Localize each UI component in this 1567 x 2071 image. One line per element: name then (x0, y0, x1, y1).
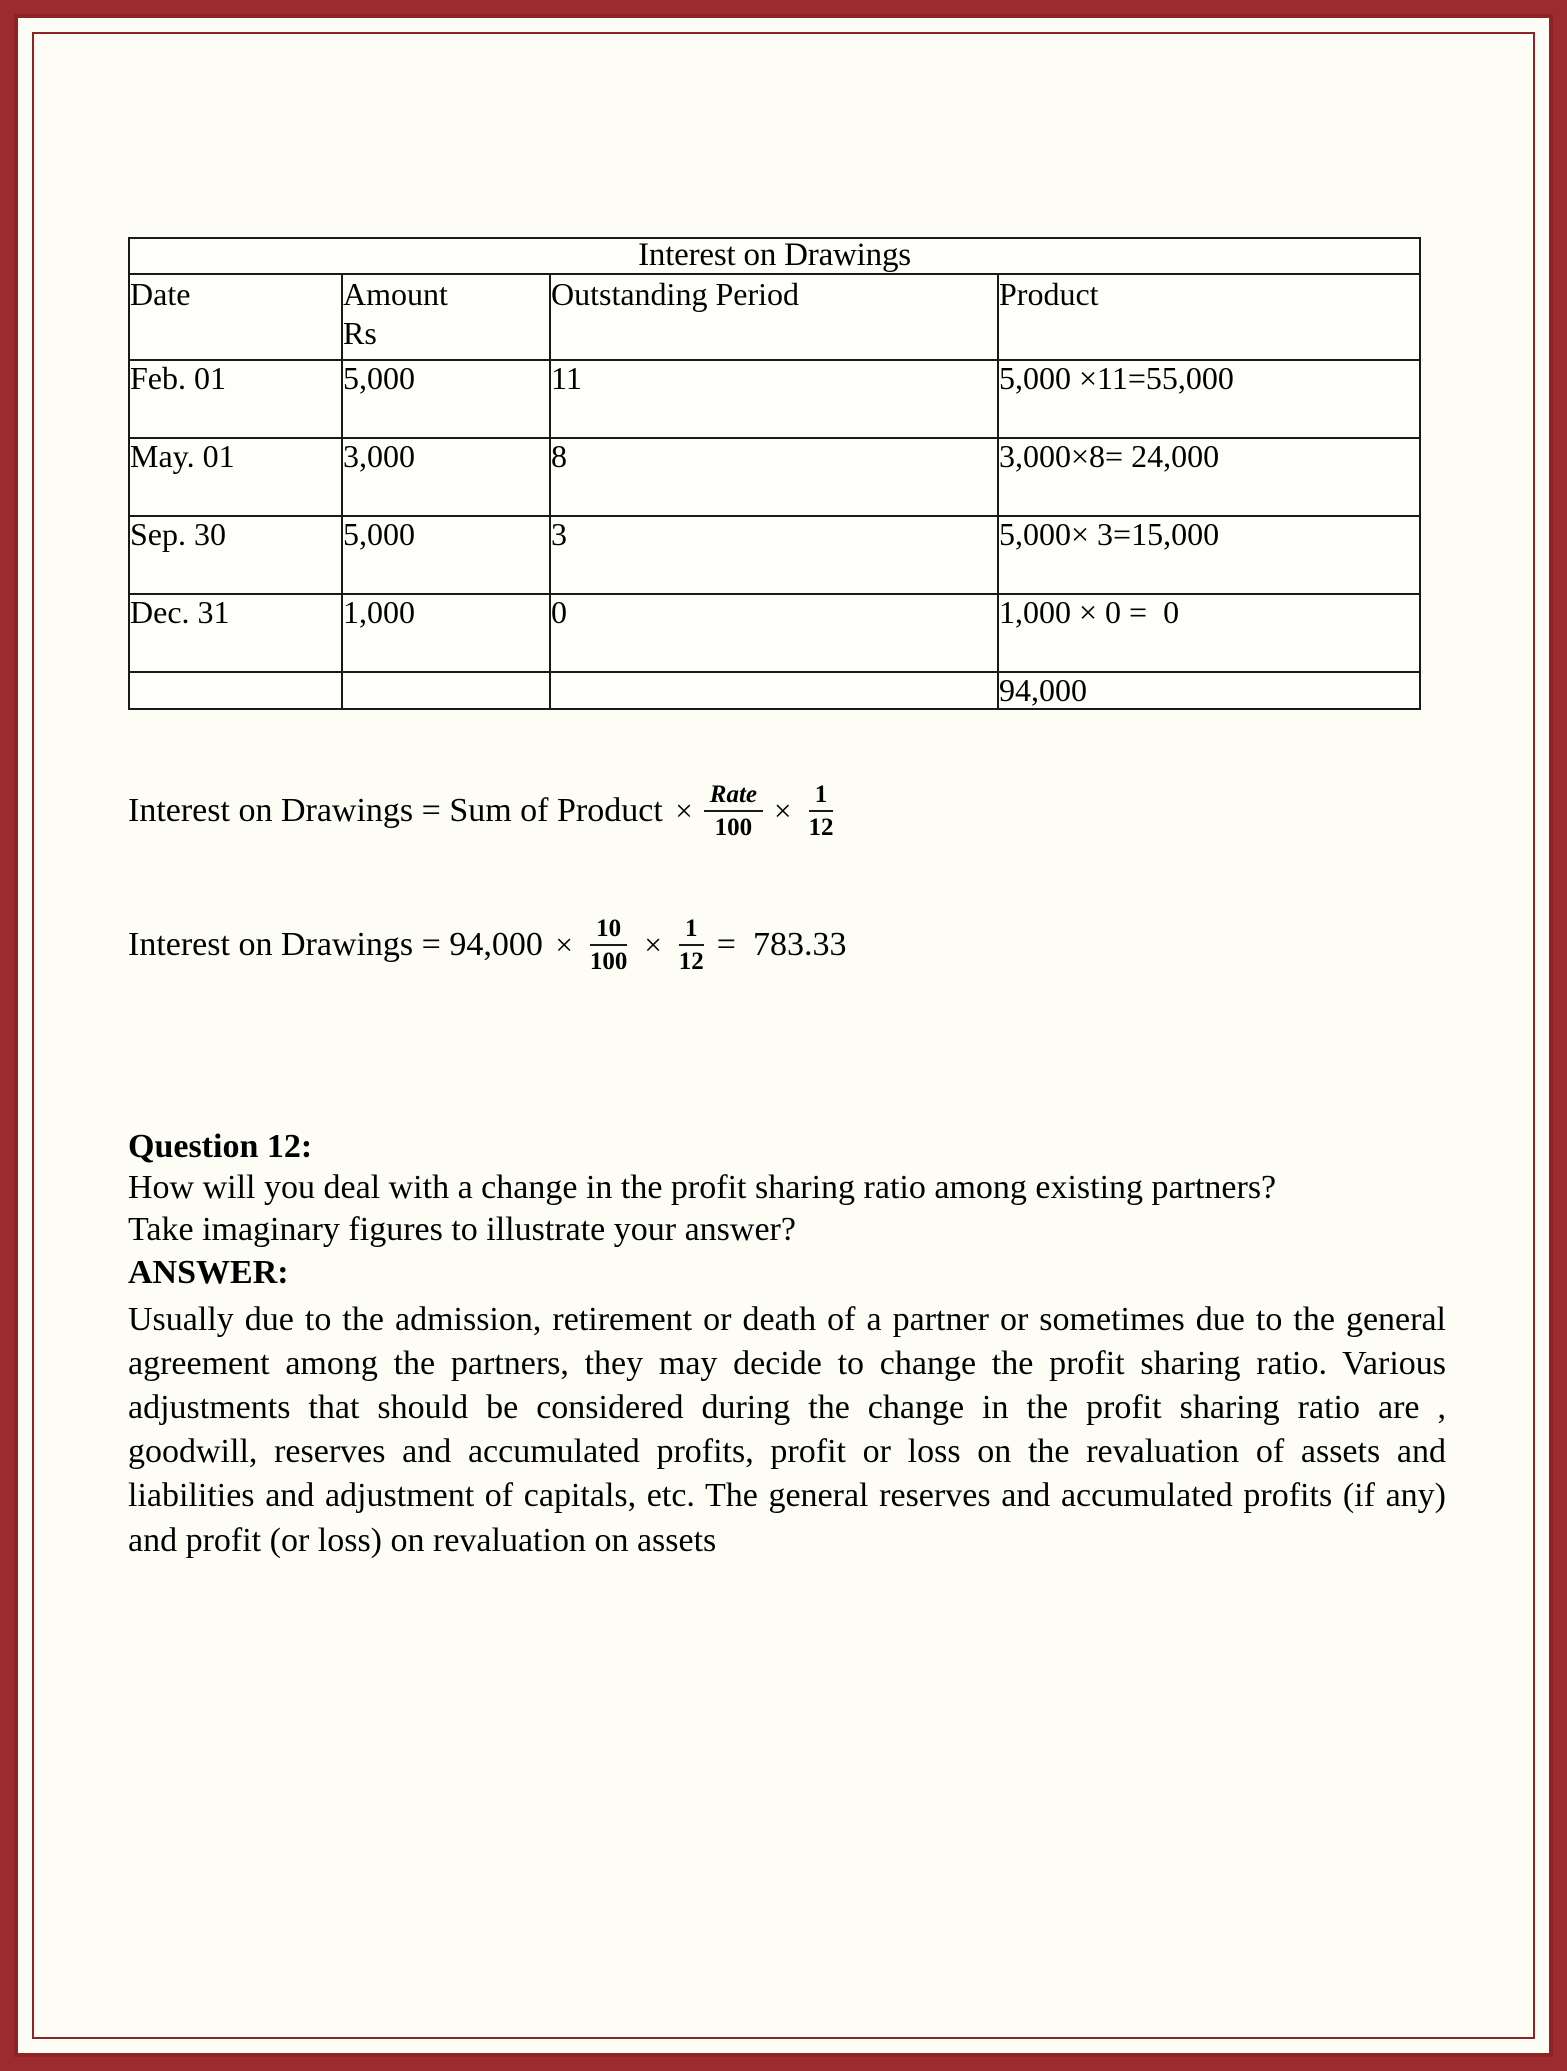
column-header-amount-unit: Rs (343, 314, 377, 351)
page-outer-border (14, 14, 1553, 2057)
cell-period: 0 (550, 594, 998, 672)
fraction-1-over-12 (802, 782, 839, 840)
column-header-date (129, 274, 342, 360)
cell-period: 8 (550, 438, 998, 516)
question-text: How will you deal with a change in the profit sharing ratio among existing partners? (128, 1169, 1277, 1207)
formula-2-lhs: Interest on Drawings = 94,000 (128, 925, 552, 963)
cell-period: 3 (550, 516, 998, 594)
multiply-icon: × (555, 927, 573, 963)
total-row-spacer-date (129, 672, 342, 709)
table-header-row (129, 274, 1420, 360)
fraction-numerator: Rate (704, 782, 763, 812)
table-title: Interest on Drawings (129, 238, 1420, 274)
column-header-date-label: Date (130, 275, 191, 312)
total-row-spacer-period (550, 672, 998, 709)
total-product-value: 94,000 (998, 672, 1420, 709)
interest-on-drawings-table (128, 237, 1421, 710)
cell-date: Dec. 31 (129, 594, 342, 672)
column-header-product (998, 274, 1420, 360)
cell-product: 5,000× 3=15,000 (998, 516, 1420, 594)
total-row-spacer-amount (342, 672, 550, 709)
cell-date: Feb. 01 (129, 360, 342, 438)
cell-period: 11 (550, 360, 998, 438)
fraction-denominator: 12 (678, 947, 704, 975)
table-row (129, 360, 1420, 438)
formula-2-result: = 783.33 (716, 925, 847, 963)
column-header-amount (342, 274, 550, 360)
fraction-1-over-12 (673, 916, 710, 974)
table-row (129, 516, 1420, 594)
content-column (128, 34, 1448, 1563)
formula-interest-on-drawings-computed (128, 916, 1448, 974)
table-row (129, 438, 1420, 516)
table-title-row (129, 238, 1420, 274)
multiply-icon: × (644, 927, 662, 963)
table-row (129, 594, 1420, 672)
column-header-outstanding-period-label: Outstanding Period (551, 275, 799, 312)
cell-date: May. 01 (129, 438, 342, 516)
column-header-outstanding-period (550, 274, 998, 360)
column-header-amount-label: Amount (343, 275, 448, 312)
fraction-10-over-100 (584, 916, 634, 974)
page-inner-border (32, 32, 1535, 2039)
cell-amount: 3,000 (342, 438, 550, 516)
multiply-icon: × (773, 793, 792, 829)
question-number-label: Question 12: (128, 1127, 313, 1165)
answer-body-text: Usually due to the admission, retirement or death of a partner or sometimes due to the general agreement among the partners, they may decide to change the profit sharing ratio. Various adjustments that should be considered during the change in the profit sharing ratio are , goodwill, reserves and accumulated profits, profit or loss on the revaluation of assets and liabilities and adjustment of capitals, etc. The general reserves and accumulated profits (if any) and profit (or loss) on revaluation on assets (128, 1300, 1446, 1559)
cell-product: 5,000 ×11=55,000 (998, 360, 1420, 438)
formula-1-lhs: Interest on Drawings = Sum of Product (128, 791, 672, 829)
cell-amount: 5,000 (342, 360, 550, 438)
fraction-denominator: 100 (589, 947, 628, 975)
fraction-rate-over-100 (704, 782, 763, 840)
question-sub-text: Take imaginary figures to illustrate your answer? (128, 1210, 796, 1248)
answer-label: ANSWER: (128, 1254, 289, 1292)
cell-product: 3,000×8= 24,000 (998, 438, 1420, 516)
fraction-numerator: 10 (590, 916, 627, 946)
question-block (128, 1126, 1448, 1563)
cell-product: 1,000 × 0 = 0 (998, 594, 1420, 672)
cell-amount: 1,000 (342, 594, 550, 672)
fraction-denominator: 12 (808, 813, 834, 841)
formula-interest-on-drawings-general (128, 782, 1448, 840)
cell-date: Sep. 30 (129, 516, 342, 594)
document-page (34, 34, 1533, 2037)
fraction-denominator: 100 (714, 813, 753, 841)
table-total-row (129, 672, 1420, 709)
fraction-numerator: 1 (809, 782, 834, 812)
multiply-icon: × (675, 793, 693, 829)
column-header-product-label: Product (999, 275, 1099, 312)
fraction-numerator: 1 (679, 916, 704, 946)
cell-amount: 5,000 (342, 516, 550, 594)
